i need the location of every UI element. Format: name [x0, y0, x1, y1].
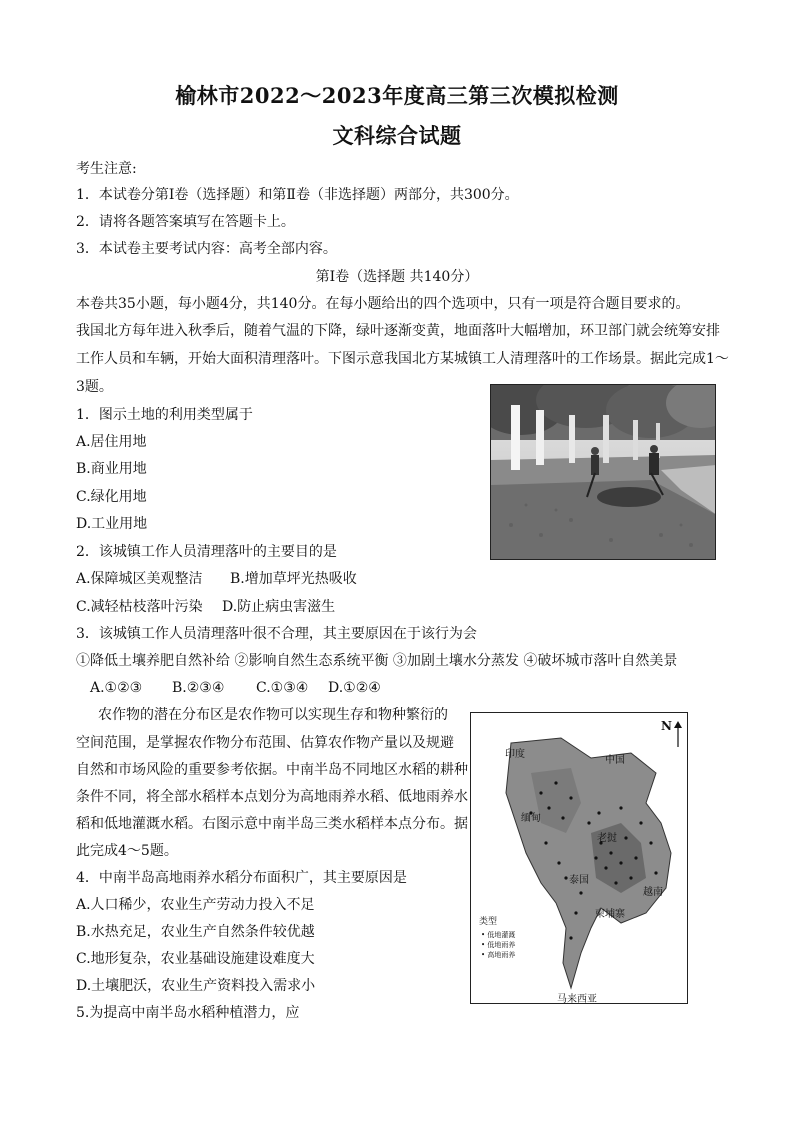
legend-title: 类型: [479, 917, 498, 927]
notice-item: 1．本试卷分第Ⅰ卷（选择题）和第Ⅱ卷（非选择题）两部分，共300分。: [76, 187, 519, 203]
q2-option-c: C.减轻枯枝落叶污染: [76, 599, 203, 615]
passage2-line: 自然和市场风险的重要参考依据。中南半岛不同地区水稻的耕种: [76, 762, 468, 778]
q3-option-b: B.②③④: [172, 680, 225, 696]
q1-option-b: B.商业用地: [76, 461, 147, 477]
q2-stem: 2．该城镇工作人员清理落叶的主要目的是: [76, 544, 337, 560]
passage2-line: 稻和低地灌溉水稻。右图示意中南半岛三类水稻样本点分布。据: [76, 816, 468, 832]
passage1-line: 工作人员和车辆，开始大面积清理落叶。下图示意我国北方某城镇工人清理落叶的工作场景。据此完成1～: [76, 351, 729, 367]
rice-distribution-map: [470, 712, 688, 1004]
passage2-line: 空间范围，是掌握农作物分布范围、估算农作物产量以及规避: [76, 735, 454, 751]
legend-dot-icon: •: [481, 941, 488, 949]
passage1-line: 3题。: [76, 379, 113, 395]
q1-stem: 1．图示土地的利用类型属于: [76, 407, 253, 423]
map-label-vietnam: 越南: [643, 887, 663, 898]
q4-option-b: B.水热充足，农业生产自然条件较优越: [76, 924, 315, 940]
map-label-india: 印度: [505, 749, 525, 760]
passage2-line: 农作物的潜在分布区是农作物可以实现生存和物种繁衍的: [98, 707, 448, 723]
passage1-line: 我国北方每年进入秋季后，随着气温的下降，绿叶逐渐变黄，地面落叶大幅增加，环卫部门就会统筹安排: [76, 323, 720, 339]
q2-option-d: D.防止病虫害滋生: [222, 599, 336, 615]
q4-option-a: A.人口稀少，农业生产劳动力投入不足: [76, 897, 315, 913]
exam-title: 榆林市2022～2023年度高三第三次模拟检测: [175, 83, 619, 108]
map-label-china: 中国: [605, 755, 625, 766]
q2-option-b: B.增加草坪光热吸收: [230, 571, 357, 587]
notice-item: 3．本试卷主要考试内容：高考全部内容。: [76, 241, 337, 257]
legend-dot-icon: •: [481, 951, 488, 959]
q4-option-d: D.土壤肥沃，农业生产资料投入需求小: [76, 978, 316, 994]
q3-option-a: A.①②③: [90, 680, 143, 696]
map-label-laos: 老挝: [597, 833, 617, 844]
q1-option-d: D.工业用地: [76, 516, 148, 532]
q2-option-a: A.保障城区美观整洁: [76, 571, 203, 587]
q1-option-a: A.居住用地: [76, 434, 147, 450]
map-label-malaysia: 马来西亚: [557, 994, 597, 1004]
legend-item: • 低地灌溉: [481, 931, 516, 939]
legend-item: • 低地雨养: [481, 941, 516, 949]
map-label-myanmar: 缅甸: [521, 813, 541, 824]
q5-stem: 5.为提高中南半岛水稻种植潜力，应: [76, 1005, 300, 1021]
q3-reasons: ①降低土壤养肥自然补给 ②影响自然生态系统平衡 ③加剧土壤水分蒸发 ④破坏城市落叶自然美景: [76, 653, 678, 669]
q4-option-c: C.地形复杂，农业基础设施建设难度大: [76, 951, 315, 967]
section-intro: 本卷共35小题，每小题4分，共140分。在每小题给出的四个选项中，只有一项是符合题目要求的。: [76, 296, 690, 312]
north-arrow-label: N: [661, 719, 672, 733]
passage2-line: 条件不同，将全部水稻样本点划分为高地雨养水稻、低地雨养水: [76, 789, 468, 805]
q3-option-d: D.①②④: [328, 680, 381, 696]
notice-heading: 考生注意:: [76, 161, 137, 177]
legend-item: • 高地雨养: [481, 951, 516, 959]
q1-option-c: C.绿化用地: [76, 489, 147, 505]
q3-option-c: C.①③④: [256, 680, 309, 696]
legend-dot-icon: •: [481, 931, 488, 939]
leaf-clearing-photo: [490, 384, 716, 560]
exam-subtitle: 文科综合试题: [332, 123, 462, 148]
section-heading: 第Ⅰ卷（选择题 共140分）: [315, 269, 479, 285]
map-label-cambodia: 柬埔寨: [595, 909, 625, 920]
map-label-thailand: 泰国: [569, 875, 589, 886]
q3-stem: 3．该城镇工作人员清理落叶很不合理，其主要原因在于该行为会: [76, 626, 477, 642]
passage2-line: 此完成4～5题。: [76, 843, 178, 859]
q4-stem: 4．中南半岛高地雨养水稻分布面积广，其主要原因是: [76, 870, 407, 886]
notice-item: 2．请将各题答案填写在答题卡上。: [76, 214, 295, 230]
